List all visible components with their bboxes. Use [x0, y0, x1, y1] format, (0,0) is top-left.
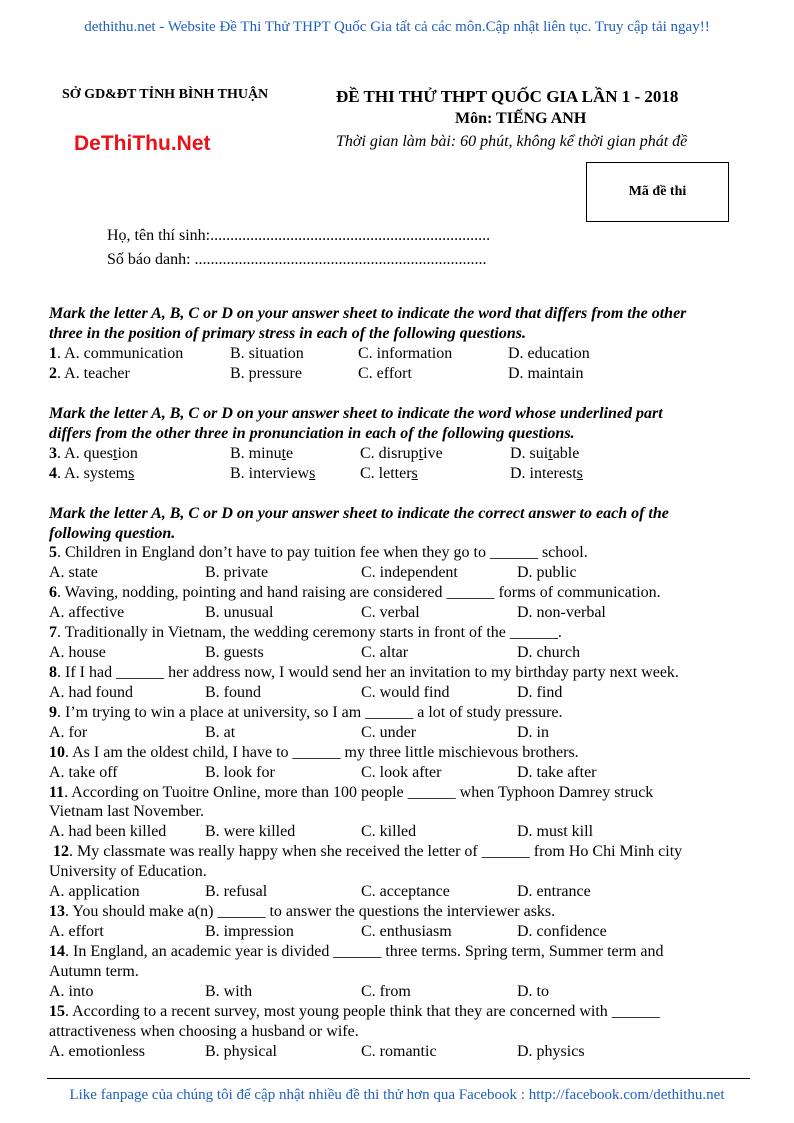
- option-d: D. non-verbal: [517, 604, 606, 621]
- option-d: D. to: [517, 983, 549, 1000]
- option-a: A. into: [49, 983, 94, 1000]
- option-b: B. guests: [205, 644, 264, 661]
- question-stem: 14. In England, an academic year is divided ______ three terms. Spring term, Summer term and: [49, 943, 664, 960]
- candidate-name-line: Họ, tên thí sinh:......................................................................: [107, 227, 491, 244]
- option-b: B. were killed: [205, 823, 296, 840]
- option-c: C. independent: [361, 564, 458, 581]
- option-a: A. application: [49, 883, 140, 900]
- option-b: B. interviews: [230, 465, 316, 482]
- instruction-correct-line-2: following question.: [49, 525, 176, 542]
- option-d: D. take after: [517, 764, 597, 781]
- option-b: B. impression: [205, 923, 294, 940]
- option-d: D. confidence: [517, 923, 607, 940]
- option-c: C. under: [361, 724, 417, 741]
- option-d: D. maintain: [508, 365, 584, 382]
- question-stem: 13. You should make a(n) ______ to answer the questions the interviewer asks.: [49, 903, 556, 920]
- option-a: . A. communication: [57, 345, 184, 362]
- option-d: D. in: [517, 724, 549, 741]
- question-stem: 10. As I am the oldest child, I have to ______ my three little mischievous brothers.: [49, 744, 579, 761]
- instruction-pronunciation-line-2: differs from the other three in pronunciation in each of the following questions.: [49, 425, 575, 442]
- footer-divider: [47, 1078, 750, 1079]
- instruction-stress-line-1: Mark the letter A, B, C or D on your answer sheet to indicate the word that differs from the other: [49, 305, 687, 322]
- question-number: 4: [49, 465, 57, 482]
- candidate-id-line: Số báo danh: .........................................................................: [107, 251, 487, 268]
- option-b: B. with: [205, 983, 253, 1000]
- top-banner-link[interactable]: dethithu.net - Website Đề Thi Thử THPT Quốc Gia tất cả các môn.Cập nhật liên tục. Truy cập tải ngay!!: [84, 19, 710, 35]
- option-c: C. information: [358, 345, 453, 362]
- option-c: C. letters: [360, 465, 418, 482]
- option-a: A. for: [49, 724, 88, 741]
- question-stem: 5. Children in England don’t have to pay tuition fee when they go to ______ school.: [49, 544, 588, 561]
- option-c: C. altar: [361, 644, 409, 661]
- option-b: B. refusal: [205, 883, 268, 900]
- option-a: A. had found: [49, 684, 133, 701]
- question-stem: 6. Waving, nodding, pointing and hand raising are considered ______ forms of communication.: [49, 584, 661, 601]
- option-b: B. physical: [205, 1043, 277, 1060]
- option-a: A. house: [49, 644, 106, 661]
- question-stem-continued: Vietnam last November.: [49, 803, 204, 820]
- question-number: 1: [49, 345, 57, 362]
- instruction-stress-line-2: three in the position of primary stress in each of the following questions.: [49, 325, 526, 342]
- question-stem: 9. I’m trying to win a place at university, so I am ______ a lot of study pressure.: [49, 704, 563, 721]
- option-c: C. would find: [361, 684, 450, 701]
- exam-code-label: Mã đề thi: [628, 184, 687, 199]
- footer-facebook-link[interactable]: Like fanpage của chúng tôi để cập nhật nhiều đề thi thử hơn qua Facebook : http://facebook.com/dethithu.net: [69, 1087, 725, 1103]
- option-c: C. killed: [361, 823, 417, 840]
- option-a: . A. systems: [57, 465, 135, 482]
- option-d: D. physics: [517, 1043, 585, 1060]
- option-a: A. affective: [49, 604, 125, 621]
- instruction-correct-line-1: Mark the letter A, B, C or D on your answer sheet to indicate the correct answer to each of the: [49, 505, 669, 522]
- exam-duration: Thời gian làm bài: 60 phút, không kể thời gian phát đề: [336, 133, 688, 150]
- option-c: C. from: [361, 983, 411, 1000]
- question-stem: 11. According on Tuoitre Online, more than 100 people ______ when Typhoon Damrey struck: [49, 784, 654, 801]
- option-d: D. must kill: [517, 823, 594, 840]
- instruction-pronunciation-line-1: Mark the letter A, B, C or D on your answer sheet to indicate the word whose underlined part: [49, 405, 663, 422]
- option-b: B. minute: [230, 445, 294, 462]
- option-a: A. had been killed: [49, 823, 167, 840]
- option-c: C. acceptance: [361, 883, 450, 900]
- option-a: A. effort: [49, 923, 104, 940]
- option-b: B. at: [205, 724, 236, 741]
- school-name: SỞ GD&ĐT TỈNH BÌNH THUẬN: [62, 87, 269, 102]
- option-d: D. public: [517, 564, 577, 581]
- option-d: D. entrance: [517, 883, 591, 900]
- option-c: C. look after: [361, 764, 442, 781]
- option-c: C. verbal: [361, 604, 420, 621]
- question-stem-continued: University of Education.: [49, 863, 207, 880]
- option-d: D. education: [508, 345, 590, 362]
- option-b: B. situation: [230, 345, 304, 362]
- option-a: A. take off: [49, 764, 118, 781]
- option-b: B. unusual: [205, 604, 274, 621]
- question-stem: 12. My classmate was really happy when she received the letter of ______ from Ho Chi Minh city: [53, 843, 683, 860]
- option-b: B. private: [205, 564, 269, 581]
- question-stem-continued: attractiveness when choosing a husband or wife.: [49, 1023, 359, 1040]
- question-number: 2: [49, 365, 57, 382]
- question-stem: 8. If I had ______ her address now, I would send her an invitation to my birthday party next week.: [49, 664, 679, 681]
- option-a: . A. teacher: [57, 365, 130, 382]
- option-c: C. disruptive: [360, 445, 443, 462]
- exam-code-box: [586, 162, 729, 222]
- option-a: A. emotionless: [49, 1043, 145, 1060]
- option-c: C. enthusiasm: [361, 923, 452, 940]
- option-c: C. effort: [358, 365, 412, 382]
- exam-subject: Môn: TIẾNG ANH: [455, 110, 587, 127]
- option-d: D. interests: [510, 465, 583, 482]
- option-b: B. found: [205, 684, 261, 701]
- question-stem-continued: Autumn term.: [49, 963, 139, 980]
- option-d: D. find: [517, 684, 563, 701]
- option-d: D. suitable: [510, 445, 580, 462]
- option-a: A. state: [49, 564, 98, 581]
- exam-title: ĐỀ THI THỬ THPT QUỐC GIA LẦN 1 - 2018: [336, 87, 679, 106]
- question-stem: 15. According to a recent survey, most young people think that they are concerned with ______: [49, 1003, 660, 1020]
- site-logo: DeThiThu.Net: [74, 132, 211, 155]
- question-stem: 7. Traditionally in Vietnam, the wedding ceremony starts in front of the ______.: [49, 624, 562, 641]
- option-b: B. look for: [205, 764, 275, 781]
- option-c: C. romantic: [361, 1043, 437, 1060]
- option-b: B. pressure: [230, 365, 302, 382]
- option-a: . A. question: [57, 445, 138, 462]
- question-number: 3: [49, 445, 57, 462]
- option-d: D. church: [517, 644, 581, 661]
